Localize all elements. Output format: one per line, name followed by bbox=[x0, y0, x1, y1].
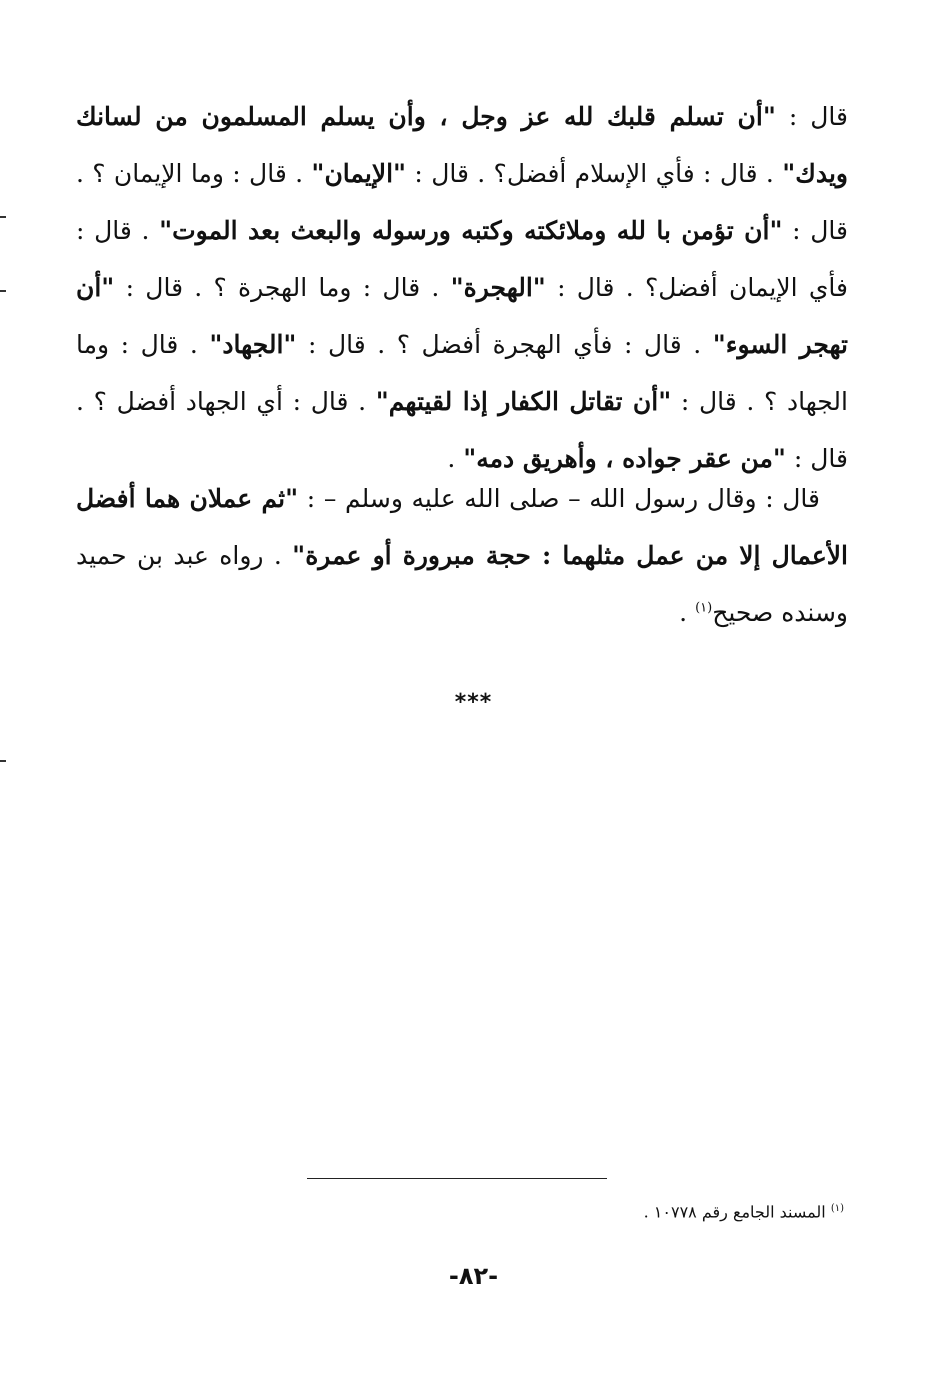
section-separator: *** bbox=[454, 690, 493, 715]
text-run: . رواه عبد بن حميد وسنده صحيح bbox=[76, 541, 848, 627]
text-run: . قال : أي الجهاد أفضل ؟ . قال : bbox=[76, 387, 848, 473]
text-run-bold: "من عقر جواده ، وأهريق دمه" bbox=[463, 444, 786, 473]
footnote-divider bbox=[307, 1178, 607, 1179]
text-run: . قال : فأي الإسلام أفضل؟ . قال : bbox=[406, 159, 783, 188]
footnote-marker: (١) bbox=[830, 1203, 844, 1214]
text-run: . قال : وما الهجرة ؟ . قال : bbox=[114, 273, 451, 302]
text-run: . bbox=[447, 444, 464, 473]
text-run-bold: "ثم عملان هما أفضل الأعمال إلا من عمل مثلهما : حجة مبرورة أو عمرة" bbox=[76, 484, 848, 570]
text-run-bold: "أن تقاتل الكفار إذا لقيتهم" bbox=[375, 387, 672, 416]
text-run: . قال : فأي الهجرة أفضل ؟ . قال : bbox=[296, 330, 713, 359]
text-run: . bbox=[679, 598, 696, 627]
scan-edge-mark bbox=[0, 290, 6, 292]
footnote-reference: (١) bbox=[695, 600, 713, 616]
text-run-bold: "أن تؤمن با لله وملائكته وكتبه ورسوله والبعث بعد الموت" bbox=[159, 216, 783, 245]
footnote-text: المسند الجامع رقم ١٠٧٧٨ . bbox=[643, 1202, 831, 1222]
paragraph-hadith-questions bbox=[76, 88, 848, 487]
text-run: . قال : وما الإيمان ؟ . قال : bbox=[76, 159, 848, 245]
paragraph-two-deeds bbox=[76, 470, 848, 641]
text-run: قال : bbox=[775, 102, 848, 131]
text-run: . قال : وما الجهاد ؟ . قال : bbox=[76, 330, 848, 416]
text-run-bold: "أن تسلم قلبك لله عز وجل ، وأن يسلم المسلمون من لسانك ويدك" bbox=[76, 102, 848, 188]
footnote bbox=[644, 1196, 844, 1225]
text-run-bold: "الجهاد" bbox=[209, 330, 297, 359]
text-run: قال : وقال رسول الله – صلى الله عليه وسلم – : bbox=[298, 484, 820, 513]
text-run-bold: "الإيمان" bbox=[311, 159, 407, 188]
scan-edge-mark bbox=[0, 760, 6, 762]
text-run: . قال : فأي الإيمان أفضل؟ . قال : bbox=[76, 216, 848, 302]
scan-edge-mark bbox=[0, 216, 6, 218]
text-run-bold: "أن تهجر السوء" bbox=[76, 273, 848, 359]
page-number: -٨٢- bbox=[448, 1262, 499, 1290]
text-run-bold: "الهجرة" bbox=[450, 273, 546, 302]
